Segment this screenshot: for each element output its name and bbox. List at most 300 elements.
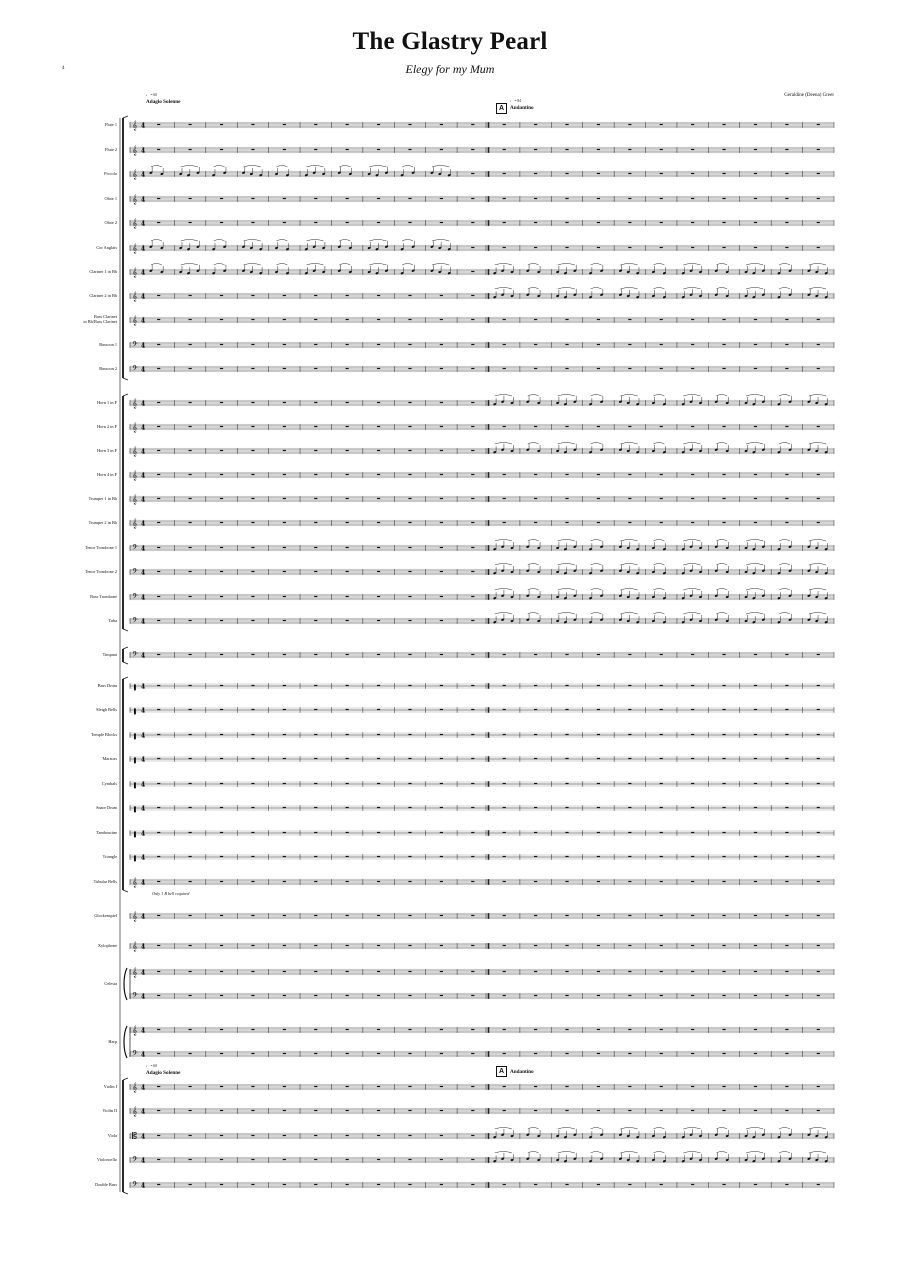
whole-rest — [660, 971, 663, 972]
whole-rest — [817, 124, 820, 125]
treble-clef-icon: 𝄞 — [132, 1083, 138, 1093]
whole-rest — [189, 1086, 192, 1087]
whole-rest — [503, 1086, 506, 1087]
whole-rest — [628, 498, 631, 499]
whole-rest — [754, 522, 757, 523]
whole-rest — [503, 995, 506, 996]
rehearsal-mark-a-strings: A — [496, 1066, 507, 1077]
whole-rest — [722, 758, 725, 759]
whole-rest — [283, 995, 286, 996]
whole-rest — [534, 522, 537, 523]
whole-rest — [785, 1029, 788, 1030]
section-bracket-cap — [123, 394, 128, 396]
whole-rest — [565, 783, 568, 784]
whole-rest — [503, 222, 506, 223]
whole-rest — [785, 474, 788, 475]
whole-rest — [534, 856, 537, 857]
whole-rest — [408, 654, 411, 655]
whole-rest — [597, 474, 600, 475]
section-bracket-cap — [123, 647, 128, 649]
whole-rest — [346, 1110, 349, 1111]
whole-rest — [440, 368, 443, 369]
whole-rest — [251, 1110, 254, 1111]
whole-rest — [189, 1135, 192, 1136]
whole-rest — [785, 1053, 788, 1054]
whole-rest — [440, 734, 443, 735]
whole-rest — [471, 1029, 474, 1030]
treble-clef-icon: 𝄞 — [132, 316, 138, 326]
time-signature: 4 — [141, 652, 146, 660]
whole-rest — [785, 426, 788, 427]
slur — [809, 540, 826, 542]
whole-rest — [817, 945, 820, 946]
whole-rest — [628, 734, 631, 735]
whole-rest — [440, 856, 443, 857]
whole-rest — [314, 1159, 317, 1160]
whole-rest — [283, 1029, 286, 1030]
whole-rest — [377, 498, 380, 499]
whole-rest — [565, 709, 568, 710]
whole-rest — [408, 1029, 411, 1030]
whole-rest — [157, 319, 160, 320]
whole-rest — [377, 1029, 380, 1030]
whole-rest — [597, 915, 600, 916]
slur — [528, 1152, 539, 1154]
whole-rest — [691, 426, 694, 427]
whole-rest — [471, 654, 474, 655]
whole-rest — [346, 783, 349, 784]
time-signature: 4 — [141, 618, 146, 626]
whole-rest — [754, 915, 757, 916]
slur — [558, 288, 575, 290]
whole-rest — [534, 319, 537, 320]
whole-rest — [565, 758, 568, 759]
whole-rest — [346, 881, 349, 882]
whole-rest — [597, 783, 600, 784]
whole-rest — [189, 124, 192, 125]
whole-rest — [785, 856, 788, 857]
whole-rest — [220, 426, 223, 427]
whole-rest — [754, 222, 757, 223]
whole-rest — [597, 1184, 600, 1185]
whole-rest — [785, 971, 788, 972]
whole-rest — [251, 783, 254, 784]
whole-rest — [346, 222, 349, 223]
whole-rest — [722, 368, 725, 369]
whole-rest — [754, 856, 757, 857]
instrument-label: Horn 3 in F — [97, 447, 117, 453]
whole-rest — [157, 1110, 160, 1111]
whole-rest — [471, 685, 474, 686]
time-signature: 4 — [141, 520, 146, 528]
whole-rest — [691, 995, 694, 996]
time-signature: 4 — [141, 1027, 146, 1035]
whole-rest — [503, 344, 506, 345]
whole-rest — [377, 596, 380, 597]
whole-rest — [691, 654, 694, 655]
whole-rest — [377, 709, 380, 710]
whole-rest — [377, 881, 380, 882]
whole-rest — [691, 498, 694, 499]
whole-rest — [408, 971, 411, 972]
whole-rest — [722, 173, 725, 174]
whole-rest — [471, 1184, 474, 1185]
whole-rest — [251, 474, 254, 475]
whole-rest — [660, 149, 663, 150]
whole-rest — [440, 915, 443, 916]
whole-rest — [691, 685, 694, 686]
instrument-label: Horn 4 in F — [97, 471, 117, 477]
bass-clef-icon: 𝄢 — [132, 568, 138, 578]
whole-rest — [628, 1086, 631, 1087]
whole-rest — [314, 881, 317, 882]
whole-rest — [220, 596, 223, 597]
whole-rest — [408, 571, 411, 572]
whole-rest — [817, 758, 820, 759]
slur — [369, 240, 386, 242]
whole-rest — [346, 945, 349, 946]
whole-rest — [471, 368, 474, 369]
whole-rest — [408, 450, 411, 451]
instrument-label: Xylophone — [97, 942, 117, 948]
whole-rest — [722, 124, 725, 125]
whole-rest — [251, 402, 254, 403]
time-signature: 4 — [141, 569, 146, 577]
whole-rest — [346, 198, 349, 199]
whole-rest — [283, 856, 286, 857]
whole-rest — [157, 856, 160, 857]
whole-rest — [503, 368, 506, 369]
time-signature: 4 — [141, 993, 146, 1001]
whole-rest — [471, 783, 474, 784]
slur — [653, 395, 664, 397]
treble-clef-icon: 𝄞 — [132, 423, 138, 433]
whole-rest — [628, 783, 631, 784]
whole-rest — [471, 344, 474, 345]
whole-rest — [660, 173, 663, 174]
whole-rest — [722, 1086, 725, 1087]
slur — [683, 443, 700, 445]
whole-rest — [408, 368, 411, 369]
time-signature: 4 — [141, 171, 146, 179]
instrument-label: Tambourine — [96, 829, 117, 835]
whole-rest — [314, 1086, 317, 1087]
whole-rest — [722, 344, 725, 345]
whole-rest — [251, 149, 254, 150]
whole-rest — [754, 426, 757, 427]
whole-rest — [817, 915, 820, 916]
whole-rest — [157, 402, 160, 403]
instrument-label: Viola — [107, 1132, 117, 1138]
whole-rest — [534, 832, 537, 833]
treble-clef-icon: 𝄞 — [132, 447, 138, 457]
whole-rest — [628, 222, 631, 223]
slur — [181, 166, 198, 168]
whole-rest — [220, 149, 223, 150]
slur — [716, 564, 727, 566]
section-bracket-cap — [123, 1192, 128, 1194]
whole-rest — [220, 915, 223, 916]
whole-rest — [189, 1110, 192, 1111]
whole-rest — [377, 368, 380, 369]
whole-rest — [722, 149, 725, 150]
whole-rest — [408, 344, 411, 345]
slur — [716, 288, 727, 290]
whole-rest — [785, 995, 788, 996]
whole-rest — [660, 832, 663, 833]
whole-rest — [534, 654, 537, 655]
whole-rest — [440, 402, 443, 403]
whole-rest — [597, 319, 600, 320]
whole-rest — [189, 915, 192, 916]
whole-rest — [377, 222, 380, 223]
whole-rest — [377, 734, 380, 735]
whole-rest — [440, 522, 443, 523]
treble-clef-icon: 𝄞 — [132, 942, 138, 952]
whole-rest — [251, 945, 254, 946]
whole-rest — [565, 498, 568, 499]
whole-rest — [440, 807, 443, 808]
whole-rest — [377, 654, 380, 655]
whole-rest — [471, 295, 474, 296]
whole-rest — [597, 807, 600, 808]
whole-rest — [660, 498, 663, 499]
whole-rest — [691, 832, 694, 833]
whole-rest — [283, 1159, 286, 1160]
whole-rest — [503, 881, 506, 882]
whole-rest — [283, 783, 286, 784]
whole-rest — [189, 1159, 192, 1160]
whole-rest — [157, 709, 160, 710]
whole-rest — [346, 654, 349, 655]
slur — [528, 395, 539, 397]
whole-rest — [440, 571, 443, 572]
whole-rest — [565, 1053, 568, 1054]
whole-rest — [817, 319, 820, 320]
percussion-clef-icon: ▐ — [132, 758, 136, 764]
whole-rest — [534, 344, 537, 345]
whole-rest — [503, 945, 506, 946]
whole-rest — [220, 945, 223, 946]
whole-rest — [691, 368, 694, 369]
whole-rest — [408, 807, 411, 808]
whole-rest — [283, 319, 286, 320]
time-signature: 4 — [141, 781, 146, 789]
whole-rest — [534, 426, 537, 427]
whole-rest — [471, 402, 474, 403]
whole-rest — [754, 344, 757, 345]
percussion-clef-icon: ▐ — [132, 685, 136, 691]
whole-rest — [691, 807, 694, 808]
whole-rest — [691, 709, 694, 710]
whole-rest — [660, 915, 663, 916]
slur — [181, 240, 198, 242]
whole-rest — [785, 945, 788, 946]
whole-rest — [220, 1110, 223, 1111]
whole-rest — [314, 945, 317, 946]
whole-rest — [346, 620, 349, 621]
whole-rest — [408, 832, 411, 833]
whole-rest — [471, 915, 474, 916]
instrument-label: Cor Anglais — [96, 244, 117, 250]
whole-rest — [597, 222, 600, 223]
instrument-label: Trumpet 2 in Bb — [88, 519, 117, 525]
time-signature: 4 — [141, 732, 146, 740]
slur — [779, 540, 790, 542]
whole-rest — [346, 758, 349, 759]
whole-rest — [534, 945, 537, 946]
time-signature: 4 — [141, 707, 146, 715]
whole-rest — [157, 995, 160, 996]
slur — [653, 589, 664, 591]
whole-rest — [785, 758, 788, 759]
whole-rest — [660, 1029, 663, 1030]
whole-rest — [283, 881, 286, 882]
whole-rest — [660, 344, 663, 345]
whole-rest — [628, 685, 631, 686]
time-signature: 4 — [141, 317, 146, 325]
whole-rest — [565, 198, 568, 199]
time-signature: 4 — [141, 1108, 146, 1116]
whole-rest — [754, 319, 757, 320]
whole-rest — [565, 971, 568, 972]
whole-rest — [314, 124, 317, 125]
whole-rest — [283, 1135, 286, 1136]
whole-rest — [534, 474, 537, 475]
whole-rest — [503, 856, 506, 857]
whole-rest — [189, 498, 192, 499]
whole-rest — [220, 758, 223, 759]
instrument-label: Glockenspiel — [94, 912, 117, 918]
whole-rest — [597, 832, 600, 833]
whole-rest — [660, 247, 663, 248]
whole-rest — [597, 685, 600, 686]
whole-rest — [157, 881, 160, 882]
whole-rest — [408, 881, 411, 882]
whole-rest — [314, 402, 317, 403]
whole-rest — [722, 1029, 725, 1030]
instrument-label: Maracas — [102, 755, 117, 761]
whole-rest — [691, 173, 694, 174]
slur — [683, 564, 700, 566]
whole-rest — [503, 971, 506, 972]
whole-rest — [377, 426, 380, 427]
whole-rest — [283, 596, 286, 597]
whole-rest — [440, 1159, 443, 1160]
slur — [809, 1128, 826, 1130]
treble-clef-icon: 𝄞 — [132, 268, 138, 278]
whole-rest — [565, 945, 568, 946]
whole-rest — [440, 758, 443, 759]
whole-rest — [471, 758, 474, 759]
whole-rest — [283, 654, 286, 655]
whole-rest — [628, 807, 631, 808]
whole-rest — [754, 807, 757, 808]
whole-rest — [408, 295, 411, 296]
bass-clef-icon: 𝄢 — [132, 992, 138, 1002]
whole-rest — [503, 149, 506, 150]
whole-rest — [660, 222, 663, 223]
whole-rest — [754, 1086, 757, 1087]
whole-rest — [408, 426, 411, 427]
whole-rest — [754, 1029, 757, 1030]
whole-rest — [251, 1029, 254, 1030]
slur — [276, 264, 287, 266]
treble-clef-icon: 𝄞 — [132, 519, 138, 529]
whole-rest — [440, 832, 443, 833]
whole-rest — [314, 856, 317, 857]
whole-rest — [691, 1110, 694, 1111]
whole-rest — [346, 915, 349, 916]
time-signature: 4 — [141, 220, 146, 228]
slur — [339, 166, 350, 168]
whole-rest — [157, 450, 160, 451]
slur — [528, 540, 539, 542]
whole-rest — [817, 1053, 820, 1054]
whole-rest — [785, 685, 788, 686]
slur — [746, 1152, 763, 1154]
whole-rest — [346, 571, 349, 572]
whole-rest — [785, 247, 788, 248]
whole-rest — [534, 247, 537, 248]
whole-rest — [251, 547, 254, 548]
slur — [620, 264, 637, 266]
whole-rest — [377, 198, 380, 199]
slur — [181, 264, 198, 266]
whole-rest — [157, 198, 160, 199]
slur — [746, 443, 763, 445]
whole-rest — [440, 620, 443, 621]
whole-rest — [189, 450, 192, 451]
whole-rest — [785, 832, 788, 833]
whole-rest — [660, 881, 663, 882]
whole-rest — [722, 222, 725, 223]
whole-rest — [314, 450, 317, 451]
whole-rest — [283, 149, 286, 150]
whole-rest — [377, 402, 380, 403]
whole-rest — [408, 945, 411, 946]
whole-rest — [503, 734, 506, 735]
whole-rest — [471, 734, 474, 735]
whole-rest — [346, 1135, 349, 1136]
slur — [653, 288, 664, 290]
slur — [683, 288, 700, 290]
whole-rest — [471, 1159, 474, 1160]
whole-rest — [817, 522, 820, 523]
whole-rest — [377, 971, 380, 972]
whole-rest — [503, 124, 506, 125]
treble-clef-icon: 𝄞 — [132, 121, 138, 131]
slur — [779, 395, 790, 397]
whole-rest — [691, 758, 694, 759]
whole-rest — [314, 915, 317, 916]
whole-rest — [817, 1110, 820, 1111]
instrument-label: Temple Blocks — [91, 731, 117, 737]
whole-rest — [785, 344, 788, 345]
whole-rest — [565, 654, 568, 655]
whole-rest — [440, 319, 443, 320]
whole-rest — [377, 547, 380, 548]
whole-rest — [660, 474, 663, 475]
whole-rest — [628, 522, 631, 523]
whole-rest — [628, 1053, 631, 1054]
bass-clef-icon: 𝄢 — [132, 651, 138, 661]
whole-rest — [534, 881, 537, 882]
time-signature: 4 — [141, 854, 146, 862]
whole-rest — [283, 758, 286, 759]
whole-rest — [754, 783, 757, 784]
whole-rest — [377, 620, 380, 621]
